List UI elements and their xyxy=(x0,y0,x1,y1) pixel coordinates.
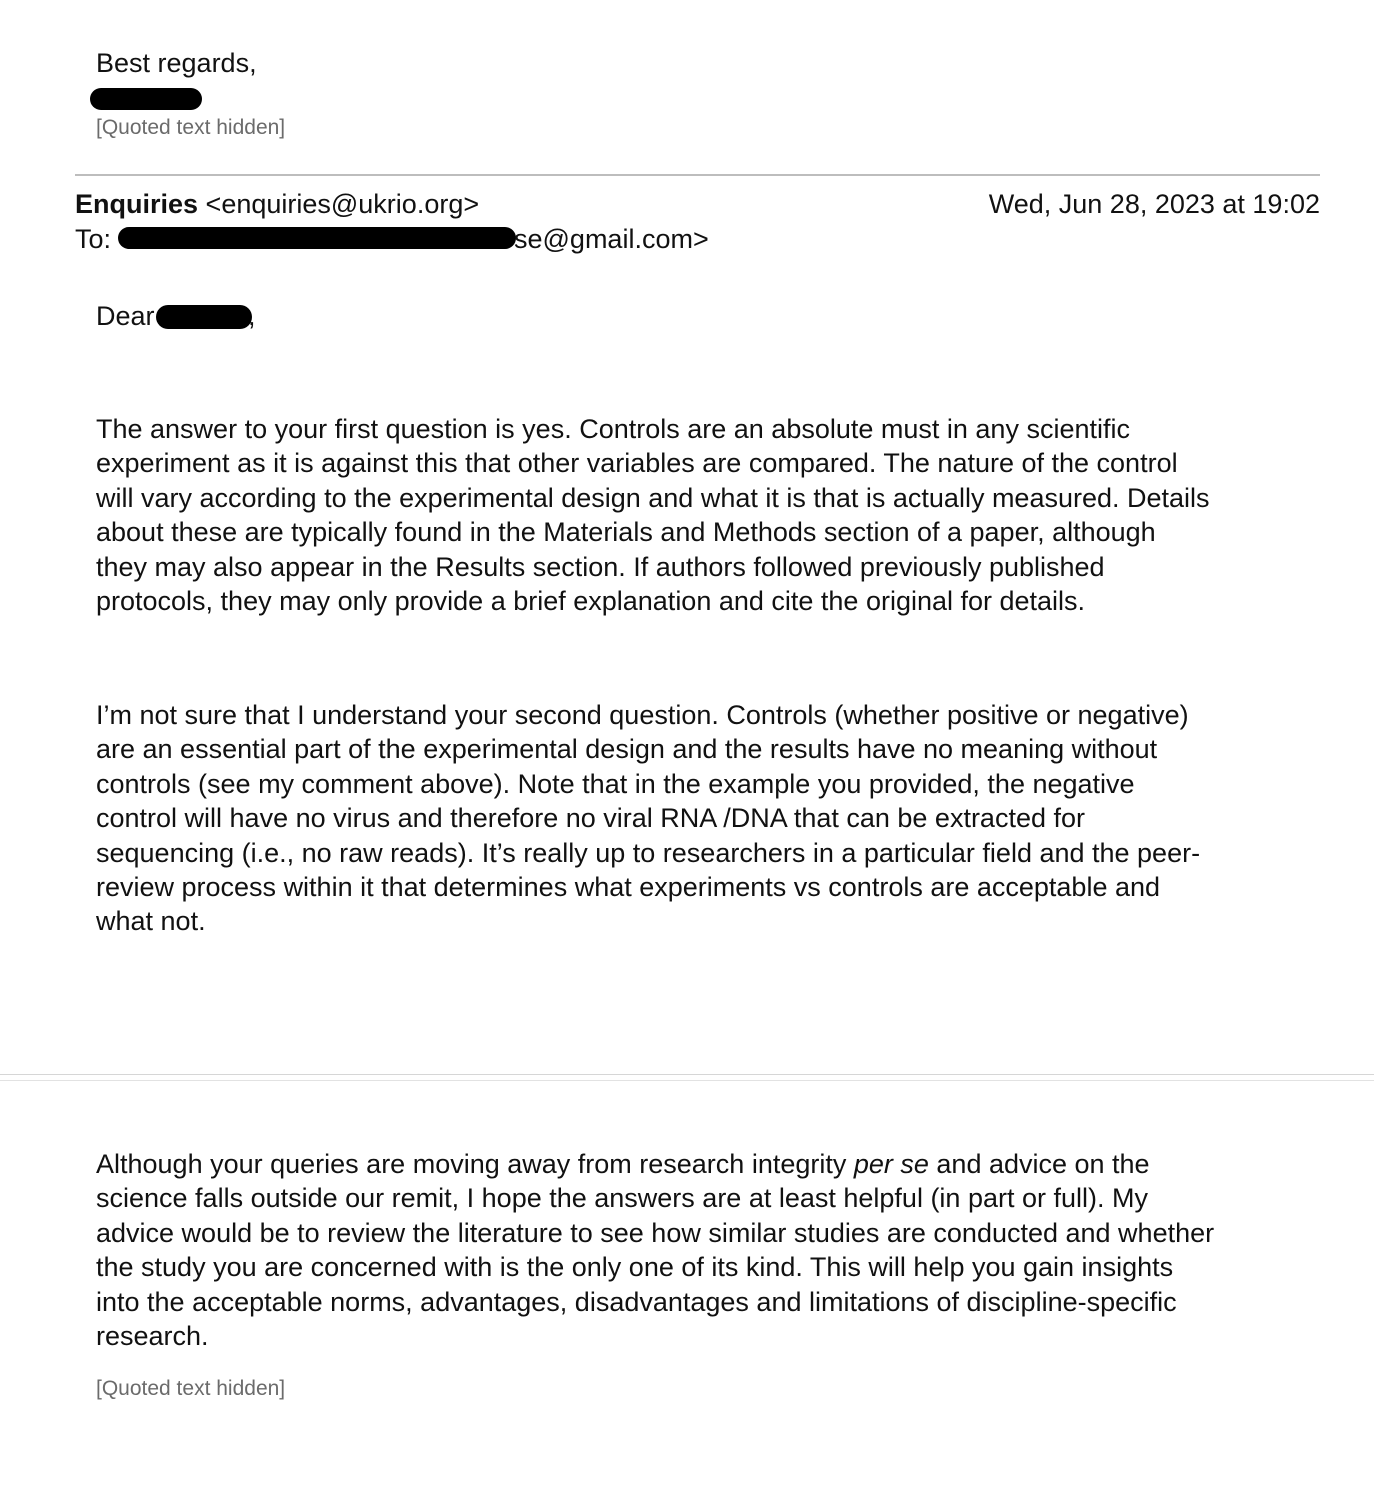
paragraph-line: advice would be to review the literature to see how similar studies are conducted and whether xyxy=(96,1217,1215,1248)
body-paragraph-3 xyxy=(96,1147,1356,1353)
signoff-text: Best regards, xyxy=(96,48,257,78)
recipient-email-suffix: se@gmail.com> xyxy=(514,224,709,254)
paragraph-italic-text: per se xyxy=(853,1149,929,1179)
body-paragraph-2 xyxy=(96,698,1356,939)
paragraph-line: science falls outside our remit, I hope the answers are at least helpful (in part or full). My xyxy=(96,1183,1148,1214)
body-paragraph-1 xyxy=(96,412,1356,618)
paragraph-line: control will have no virus and therefore no viral RNA /DNA that can be extracted for xyxy=(96,803,1085,834)
paragraph-line: review process within it that determines what experiments vs controls are acceptable and xyxy=(96,872,1161,903)
redacted-recipient xyxy=(118,227,516,249)
paragraph-text: Although your queries are moving away from research integrity xyxy=(96,1149,854,1179)
quoted-text-toggle[interactable]: [Quoted text hidden] xyxy=(96,116,286,139)
paragraph-line: controls (see my comment above). Note that in the example you provided, the negative xyxy=(96,768,1135,799)
section-divider-bottom xyxy=(0,1080,1374,1081)
paragraph-line: The answer to your first question is yes. Controls are an absolute must in any scientific xyxy=(96,414,1130,444)
section-divider-top xyxy=(0,1074,1374,1075)
paragraph-line: I’m not sure that I understand your second question. Controls (whether positive or negative) xyxy=(96,700,1189,730)
paragraph-text: and advice on the xyxy=(928,1149,1150,1179)
message-date: Wed, Jun 28, 2023 at 19:02 xyxy=(988,189,1320,219)
sender-line[interactable] xyxy=(75,187,479,221)
paragraph-line: into the acceptable norms, advantages, disadvantages and limitations of discipline-specific xyxy=(96,1286,1177,1317)
paragraph-line: protocols, they may only provide a brief explanation and cite the original for details. xyxy=(96,586,1086,617)
greeting-suffix: , xyxy=(248,301,256,331)
message-divider xyxy=(75,174,1320,176)
paragraph-line: what not. xyxy=(96,906,206,937)
to-label: To: xyxy=(75,224,112,254)
redacted-recipient-name xyxy=(156,305,252,329)
quoted-text-toggle-2[interactable]: [Quoted text hidden] xyxy=(96,1377,286,1400)
greeting-prefix: Dear xyxy=(96,301,155,331)
paragraph-line: experiment as it is against this that other variables are compared. The nature of the control xyxy=(96,448,1178,479)
paragraph-line: they may also appear in the Results section. If authors followed previously published xyxy=(96,551,1105,582)
paragraph-line: sequencing (i.e., no raw reads). It’s really up to researchers in a particular field and the peer- xyxy=(96,837,1201,868)
redacted-signature xyxy=(90,88,202,110)
paragraph-line: about these are typically found in the Materials and Methods section of a paper, although xyxy=(96,517,1156,548)
paragraph-line: research. xyxy=(96,1321,209,1352)
sender-email: <enquiries@ukrio.org> xyxy=(205,189,480,219)
sender-name: Enquiries xyxy=(75,189,199,219)
paragraph-line: will vary according to the experimental design and what it is that is actually measured. Details xyxy=(96,482,1210,513)
paragraph-line xyxy=(96,1147,1356,1181)
paragraph-line: are an essential part of the experimental design and the results have no meaning without xyxy=(96,734,1158,765)
paragraph-line: the study you are concerned with is the only one of its kind. This will help you gain insights xyxy=(96,1252,1174,1283)
